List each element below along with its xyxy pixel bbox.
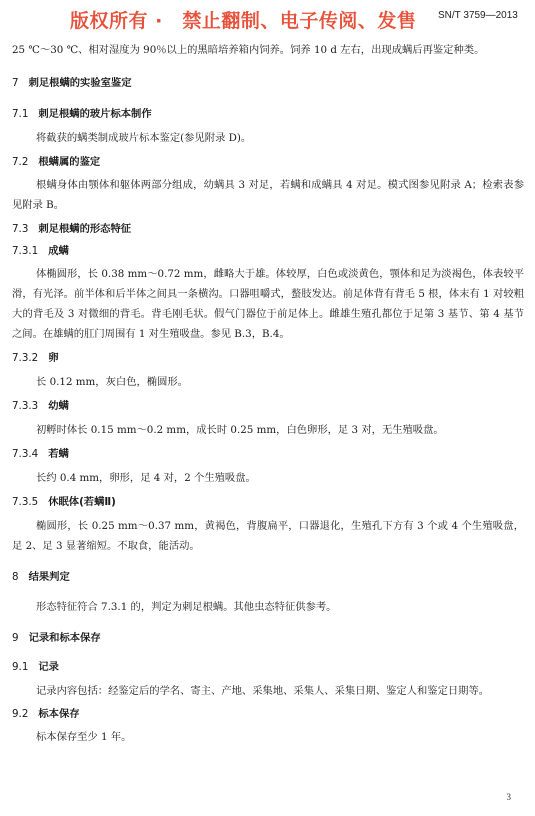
heading-7-3-5 [12,493,524,511]
heading-title: 若螨 [48,448,69,460]
paragraph-continued: 25 ℃～30 ℃、相对湿度为 90％以上的黑暗培养箱内饲养。饲养 10 d 左右，出现成螨后再鉴定种类。 [12,44,485,56]
paragraph-7-3-2: 长 0.12 mm，灰白色，椭圆形。 [36,376,188,388]
heading-title: 刺足根螨的玻片标本制作 [38,108,152,120]
heading-number: 7.3.1 [12,245,39,257]
heading-title: 卵 [48,352,59,364]
heading-title: 成螨 [48,245,69,257]
heading-9 [12,629,524,647]
heading-title: 结果判定 [28,571,70,583]
heading-title: 根螨属的鉴定 [38,156,101,168]
heading-title: 刺足根螨的形态特征 [38,223,132,235]
heading-7-3-2 [12,349,524,367]
copyright-watermark: 版权所有 · 禁止翻制、电子传阅、发售 [70,10,417,32]
heading-title: 幼螨 [48,400,69,412]
paragraph-7-2: 根螨身体由颚体和躯体两部分组成，幼螨具 3 对足，若螨和成螨具 4 对足。模式图参见附录 A；检索表参见附录 B。 [12,179,524,211]
paragraph-9-1: 记录内容包括：经鉴定后的学名、寄主、产地、采集地、采集人、采集日期、鉴定人和鉴定日期等。 [36,685,490,697]
heading-title: 记录和标本保存 [28,632,101,644]
heading-7-3-1 [12,242,524,260]
heading-number: 8 [12,571,19,583]
heading-number: 7.2 [12,156,29,168]
paragraph-9-2: 标本保存至少 1 年。 [36,731,132,743]
heading-7-3-4 [12,445,524,463]
heading-number: 7.1 [12,108,29,120]
heading-number: 7.3.5 [12,496,39,508]
heading-9-1 [12,658,524,676]
heading-number: 7.3.4 [12,448,39,460]
heading-title: 刺足根螨的实验室鉴定 [28,77,132,89]
heading-number: 7 [12,77,19,89]
heading-title: 记录 [38,661,59,673]
paragraph-7-3-3: 初孵时体长 0.15 mm～0.2 mm，成长时 0.25 mm，白色卵形，足 3 对，无生殖吸盘。 [36,424,444,436]
heading-title: 标本保存 [38,708,80,720]
paragraph-7-3-4: 长约 0.4 mm，卵形，足 4 对，2 个生殖吸盘。 [36,472,256,484]
heading-number: 9.2 [12,708,29,720]
heading-number: 9.1 [12,661,29,673]
heading-number: 9 [12,632,19,644]
heading-title: 休眠体(若螨Ⅱ) [48,496,116,508]
standard-code: SN/T 3759—2013 [438,10,518,21]
heading-8 [12,568,524,586]
heading-number: 7.3.2 [12,352,39,364]
heading-7-3 [12,220,524,238]
paragraph-8: 形态特征符合 7.3.1 的，判定为刺足根螨。其他虫态特征供参考。 [36,601,337,613]
heading-9-2 [12,705,524,723]
page-number: 3 [506,792,511,802]
heading-7-1 [12,105,524,123]
heading-number: 7.3.3 [12,400,39,412]
heading-7-2 [12,153,524,171]
document-body [12,40,524,747]
heading-number: 7.3 [12,223,29,235]
paragraph-7-3-5: 椭圆形，长 0.25 mm～0.37 mm，黄褐色，背腹扁平，口器退化，生殖孔下方有 3 个或 4 个生殖吸盘，足 2、足 3 显著缩短。不取食，能活动。 [12,520,524,552]
paragraph-7-1: 将截获的螨类制成玻片标本鉴定(参见附录 D)。 [36,132,252,144]
heading-7 [12,74,524,92]
heading-7-3-3 [12,397,524,415]
paragraph-7-3-1: 体椭圆形，长 0.38 mm～0.72 mm，雌略大于雄。体较厚，白色或淡黄色，颚体和足为淡褐色，体表较平滑，有光泽。前半体和后半体之间具一条横沟。口器咀嚼式，螯肢发达。前足体背有背毛 5 根，体末有 1 对较粗大的背毛及 3 对微细的背毛。背毛刚毛状。假气门器位于前足体上。雌雄生殖孔都位于足第 3 基节、第 4 基节之间。在雄螨的肛门周围有 1 对生殖吸盘。参见 B.3，B.4。 [12,268,524,340]
